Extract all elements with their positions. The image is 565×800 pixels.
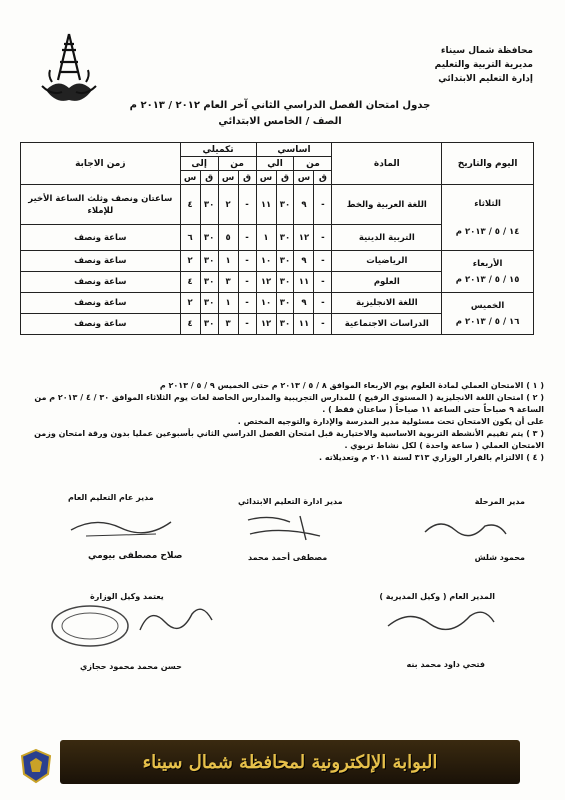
notes-block [24, 380, 544, 464]
supp-to-s: ٤ [180, 314, 200, 335]
supp-from-s: ٥ [218, 225, 238, 251]
supp-to-q: ٣٠ [200, 314, 218, 335]
day-date: ١٤ / ٥ / ٢٠١٣ م [455, 226, 520, 237]
signature-title-primary-director: مدير ادارة التعليم الابتدائي [238, 497, 343, 506]
day-date: ١٥ / ٥ / ٢٠١٣ م [455, 274, 520, 285]
duration-cell: ساعتان ونصف وثلث الساعة الأخير للإملاء [21, 185, 181, 225]
supp-from-q: - [238, 251, 256, 272]
handwritten-signature [66, 512, 176, 542]
header-supplementary: تكميلي [180, 143, 256, 157]
basic-to-s: ١٢ [256, 314, 276, 335]
basic-to-q: ٣٠ [276, 272, 294, 293]
duration-cell: ساعة ونصف [21, 272, 181, 293]
basic-from-s: ٩ [294, 293, 314, 314]
day-cell [442, 251, 534, 293]
header-basic-from: من [294, 157, 332, 171]
signature-title-undersecretary-general: المدير العام ( وكيل المديرية ) [379, 592, 495, 601]
day-name: الخميس [470, 300, 505, 311]
basic-from-q: - [314, 225, 332, 251]
basic-to-s: ١ [256, 225, 276, 251]
signature-name-primary-director: مصطفى أحمد محمد [248, 553, 328, 562]
day-name: الأربعاء [472, 258, 503, 269]
basic-from-s: ٩ [294, 251, 314, 272]
handwritten-signature [420, 512, 510, 542]
header-q: ق [276, 171, 294, 185]
supp-to-q: ٣٠ [200, 272, 218, 293]
table-row [21, 251, 534, 272]
supp-to-s: ٤ [180, 185, 200, 225]
note-item: على أن يكون الامتحان تحت مسئولية مدير المدرسة والإدارة والتوجيه المختص . [237, 417, 544, 426]
header-q: ق [314, 171, 332, 185]
supp-from-q: - [238, 293, 256, 314]
basic-to-q: ٣٠ [276, 314, 294, 335]
signature-name-undersecretary-general: فتحي داود محمد بنه [406, 660, 485, 669]
header-day-date: اليوم والتاريخ [442, 143, 534, 185]
basic-to-q: ٣٠ [276, 185, 294, 225]
signature-title-general-director: مدير عام التعليم العام [68, 493, 154, 502]
handwritten-signature [130, 600, 220, 640]
note-item: ( ٤ ) الالتزام بالقرار الوزاري ٣١٣ لسنة ٢٠١١ م وتعديلاته . [319, 453, 544, 462]
header-supp-to: إلى [180, 157, 218, 171]
basic-from-q: - [314, 185, 332, 225]
note-item: ( ١ ) الامتحان العملي لمادة العلوم يوم الاربعاء الموافق ٨ / ٥ / ٢٠١٣ م حتى الخميس ٩ / ٥ / ٢٠١٣ م [159, 381, 544, 390]
watermark: ​ [118, 70, 122, 78]
subject-cell: العلوم [332, 272, 442, 293]
portal-banner-text: البوابة الإلكترونية لمحافظة شمال سيناء [142, 751, 438, 773]
table-row [21, 293, 534, 314]
duration-cell: ساعة ونصف [21, 225, 181, 251]
basic-to-q: ٣٠ [276, 225, 294, 251]
supp-from-s: ١ [218, 251, 238, 272]
signature-name-general-director: صلاح مصطفى بيومي [88, 551, 183, 561]
header-q: ق [200, 171, 218, 185]
day-name: الثلاثاء [474, 198, 501, 209]
duration-cell: ساعة ونصف [21, 293, 181, 314]
header-s: س [256, 171, 276, 185]
basic-to-s: ١٠ [256, 293, 276, 314]
supp-from-q: - [238, 185, 256, 225]
official-stamp [48, 602, 132, 650]
basic-from-q: - [314, 314, 332, 335]
day-date: ١٦ / ٥ / ٢٠١٣ م [455, 316, 520, 327]
header-duration: زمن الاجابة [21, 143, 181, 185]
basic-to-q: ٣٠ [276, 293, 294, 314]
day-cell [442, 185, 534, 251]
supp-to-s: ٢ [180, 293, 200, 314]
supp-to-q: ٣٠ [200, 293, 218, 314]
signature-name-ministry-undersecretary: حسن محمد محمود حجازي [80, 662, 182, 671]
subject-cell: اللغة العربية والخط [332, 185, 442, 225]
supp-from-q: - [238, 272, 256, 293]
handwritten-signature [380, 604, 500, 640]
portal-banner [60, 740, 520, 784]
supp-from-q: - [238, 225, 256, 251]
basic-to-s: ١٢ [256, 272, 276, 293]
header-block [373, 44, 533, 86]
supp-to-q: ٣٠ [200, 185, 218, 225]
supp-from-s: ١ [218, 293, 238, 314]
header-basic: اساسي [256, 143, 332, 157]
supp-from-s: ٢ [218, 185, 238, 225]
header-basic-to: الي [256, 157, 294, 171]
basic-from-s: ١٢ [294, 225, 314, 251]
supp-from-s: ٣ [218, 314, 238, 335]
duration-cell: ساعة ونصف [21, 251, 181, 272]
supp-to-s: ٦ [180, 225, 200, 251]
subject-cell: الرياضيات [332, 251, 442, 272]
basic-to-s: ١١ [256, 185, 276, 225]
basic-to-s: ١٠ [256, 251, 276, 272]
basic-from-q: - [314, 251, 332, 272]
header-s: س [294, 171, 314, 185]
basic-from-q: - [314, 272, 332, 293]
signature-title-stage-director: مدير المرحلة [474, 497, 525, 506]
supp-to-s: ٤ [180, 272, 200, 293]
handwritten-signature [240, 512, 330, 544]
grade-title: الصف / الخامس الابتدائي [218, 116, 342, 127]
supp-to-q: ٣٠ [200, 251, 218, 272]
header-line-governorate: محافظة شمال سيناء [440, 46, 533, 56]
supp-to-q: ٣٠ [200, 225, 218, 251]
duration-cell: ساعة ونصف [21, 314, 181, 335]
note-item: ( ٢ ) امتحان اللغة الانجليزية ( المستوى الرفيع ) للمدارس التجريبية والمدارس الخاصة لغات يوم الثلاثاء الموافق ٣٠ / ٤ / ٢٠١٣ م من الساعة ٩ صباحاً حتى الساعة ١١ صباحاً ( ساعتان فقط ) . [34, 393, 544, 414]
ministry-logo [38, 30, 100, 112]
basic-to-q: ٣٠ [276, 251, 294, 272]
basic-from-q: - [314, 293, 332, 314]
subject-cell: الدراسات الاجتماعية [332, 314, 442, 335]
supp-from-q: - [238, 314, 256, 335]
basic-from-s: ١١ [294, 314, 314, 335]
header-q: ق [238, 171, 256, 185]
schedule-title: جدول امتحان الفصل الدراسي الثاني آخر العام ٢٠١٢ / ٢٠١٣ م [129, 100, 431, 111]
supp-to-s: ٢ [180, 251, 200, 272]
header-s: س [180, 171, 200, 185]
header-s: س [218, 171, 238, 185]
signature-title-ministry-undersecretary: يعتمد وكيل الوزارة [90, 592, 164, 601]
day-cell [442, 293, 534, 335]
table-row [21, 185, 534, 225]
governorate-emblem-icon [16, 746, 56, 786]
subject-cell: التربية الدينية [332, 225, 442, 251]
header-supp-from: من [218, 157, 256, 171]
note-item: ( ٣ ) يتم تقييم الأنشطة التربوية الاساسية والاختيارية قبل امتحان الفصل الدراسي الثاني بأسبوعين عمليا بدون ورقة امتحان وزمن الامتحان العملي ( ساعة واحدة ) لكل نشاط تربوي . [34, 429, 544, 450]
supp-from-s: ٣ [218, 272, 238, 293]
signature-name-stage-director: محمود شلش [474, 553, 525, 562]
header-subject: المادة [332, 143, 442, 185]
header-line-administration: إدارة التعليم الابتدائي [438, 74, 533, 84]
subject-cell: اللغة الانجليزية [332, 293, 442, 314]
header-line-directorate: مديرية التربية والتعليم [434, 60, 533, 70]
basic-from-s: ١١ [294, 272, 314, 293]
basic-from-s: ٩ [294, 185, 314, 225]
exam-schedule-table [20, 142, 534, 335]
